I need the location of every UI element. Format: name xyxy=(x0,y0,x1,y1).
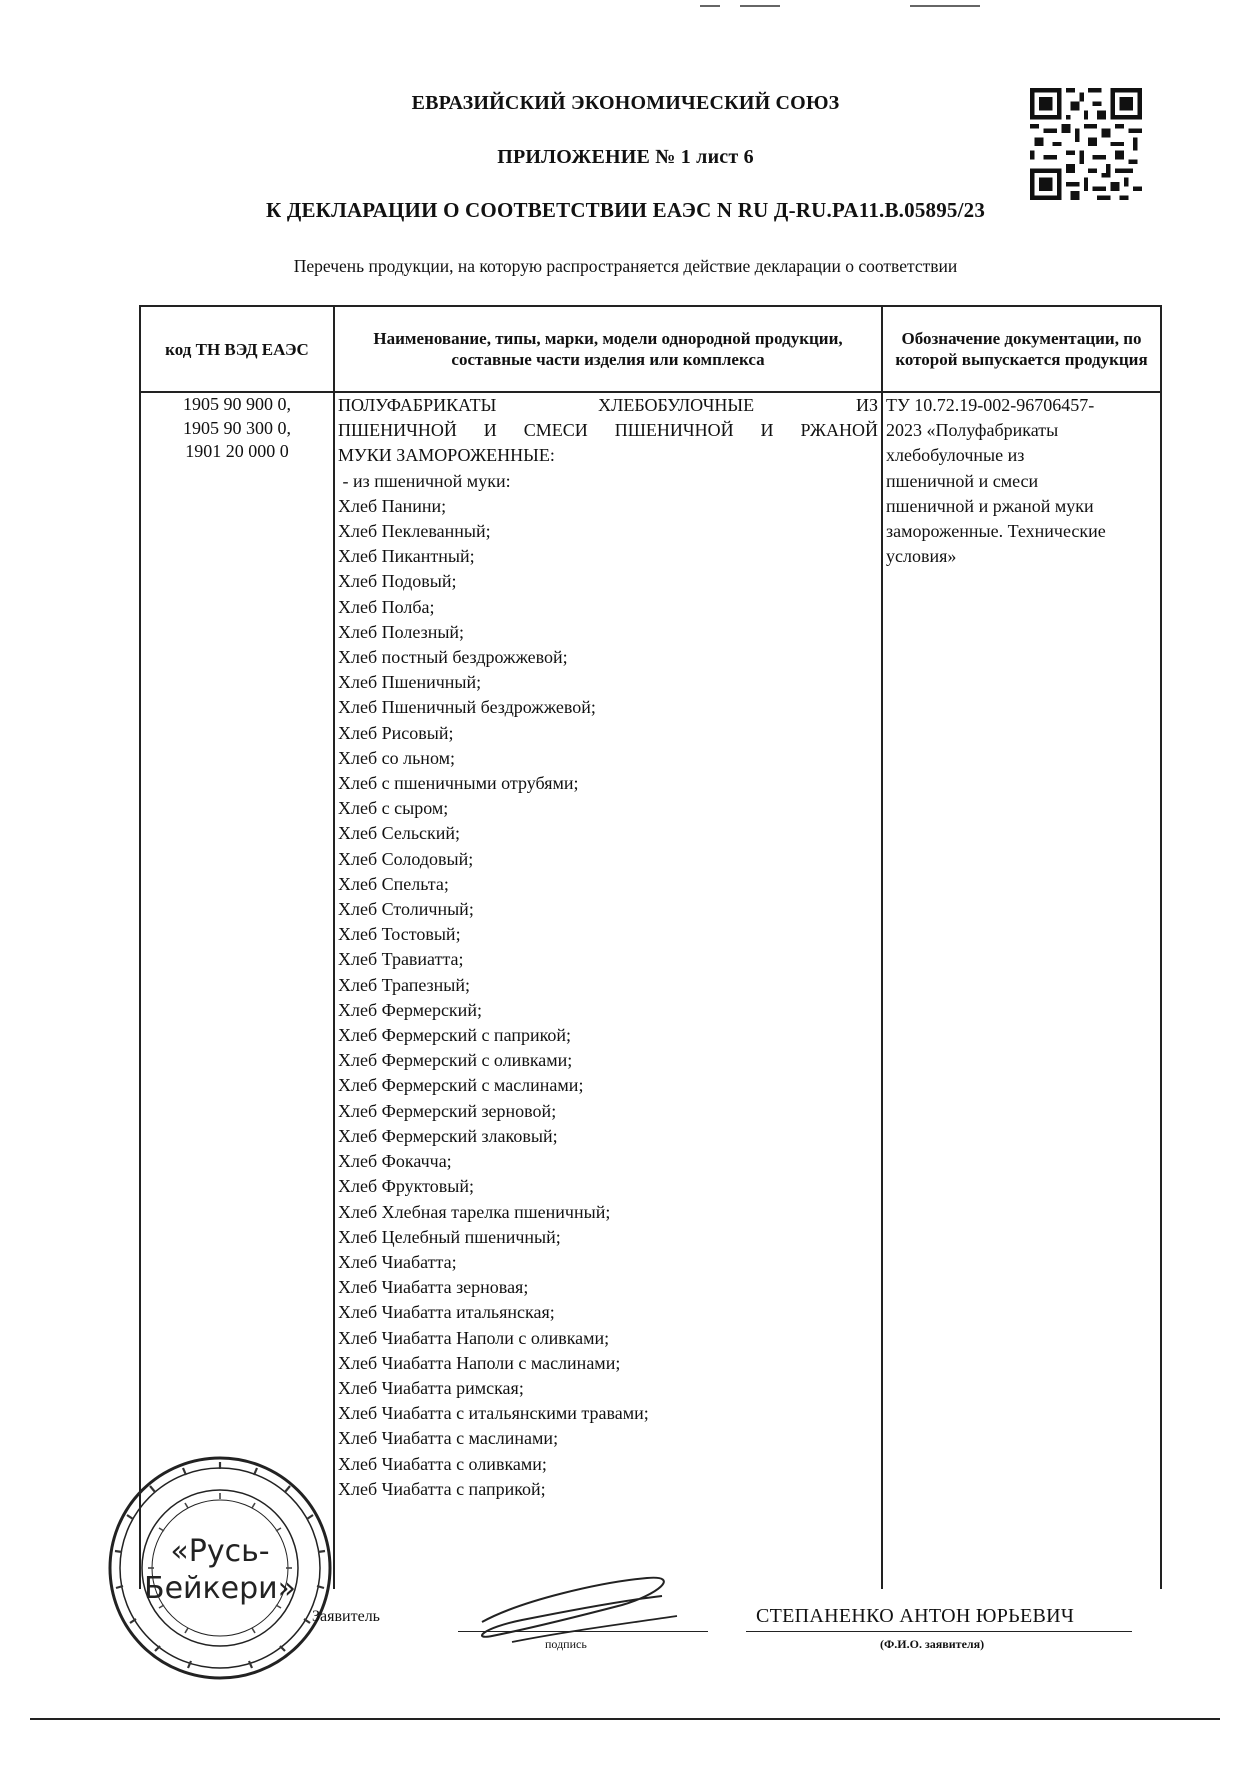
column-header-name: Наименование, типы, марки, модели однородной продукции, составные части изделия или комплекса xyxy=(334,306,882,392)
product-item: Хлеб Пикантный; xyxy=(338,546,475,567)
applicant-name: СТЕПАНЕНКО АНТОН ЮРЬЕВИЧ xyxy=(756,1605,1075,1627)
product-item: Хлеб Фермерский зерновой; xyxy=(338,1100,557,1121)
products-table xyxy=(139,305,1162,1589)
product-item: Хлеб Столичный; xyxy=(338,899,474,920)
table-header-row xyxy=(140,306,1161,392)
qr-code-icon xyxy=(1030,88,1142,200)
product-item: Хлеб Травиатта; xyxy=(338,949,464,970)
product-item: Хлеб со льном; xyxy=(338,747,455,768)
documentation-line: замороженные. Технические xyxy=(886,521,1106,542)
product-item: Хлеб Пшеничный; xyxy=(338,672,482,693)
bottom-rule xyxy=(30,1718,1220,1720)
documentation-cell xyxy=(882,392,1161,1589)
product-item: Хлеб постный бездрожжевой; xyxy=(338,647,568,668)
code-line: 1901 20 000 0 xyxy=(185,441,289,461)
product-item: Хлеб Фермерский с маслинами; xyxy=(338,1075,584,1096)
union-title: ЕВРАЗИЙСКИЙ ЭКОНОМИЧЕСКИЙ СОЮЗ xyxy=(411,92,840,114)
signature-line xyxy=(458,1631,708,1632)
product-item: Хлеб Чиабатта с маслинами; xyxy=(338,1428,559,1449)
code-line: 1905 90 300 0, xyxy=(183,417,291,438)
product-item: Хлеб Целебный пшеничный; xyxy=(338,1226,561,1247)
product-item: Хлеб Спельта; xyxy=(338,873,449,894)
products-cell xyxy=(334,392,882,1589)
documentation-line: хлебобулочные из xyxy=(886,445,1025,466)
product-heading-line: ПОЛУФАБРИКАТЫ ХЛЕБОБУЛОЧНЫЕ ИЗ xyxy=(338,395,878,415)
documentation-line: пшеничной и ржаной муки xyxy=(886,495,1094,516)
appendix-title: ПРИЛОЖЕНИЕ № 1 лист 6 xyxy=(497,146,754,168)
scan-marks xyxy=(700,4,980,8)
column-header-documentation: Обозначение документации, по которой выпускается продукция xyxy=(882,306,1161,392)
product-item: Хлеб Полезный; xyxy=(338,621,465,642)
product-item: Хлеб Фермерский злаковый; xyxy=(338,1125,558,1146)
product-item: Хлеб Полба; xyxy=(338,596,435,617)
product-item: Хлеб Пшеничный бездрожжевой; xyxy=(338,697,596,718)
product-item: Хлеб Чиабатта итальянская; xyxy=(338,1302,555,1323)
documentation-line: ТУ 10.72.19-002-96706457- xyxy=(886,395,1095,415)
seal-center-line2: Бейкери» xyxy=(143,1571,297,1606)
product-item: Хлеб Чиабатта с паприкой; xyxy=(338,1478,546,1499)
product-item: Хлеб с пшеничными отрубями; xyxy=(338,773,579,794)
product-item: Хлеб Чиабатта римская; xyxy=(338,1377,524,1398)
product-item: Хлеб Чиабатта с итальянскими травами; xyxy=(338,1403,649,1424)
documentation-line: пшеничной и смеси xyxy=(886,470,1039,491)
product-item: Хлеб Подовый; xyxy=(338,571,457,592)
product-item: Хлеб Хлебная тарелка пшеничный; xyxy=(338,1201,611,1222)
product-heading-line: ПШЕНИЧНОЙ И СМЕСИ ПШЕНИЧНОЙ И РЖАНОЙ xyxy=(338,420,878,441)
table-row xyxy=(140,392,1161,1589)
signature-caption: подпись xyxy=(545,1637,587,1651)
product-item: Хлеб Сельский; xyxy=(338,823,461,844)
product-item: Хлеб Панини; xyxy=(338,495,447,516)
name-caption: (Ф.И.О. заявителя) xyxy=(880,1637,985,1651)
product-item: Хлеб Фермерский с оливками; xyxy=(338,1050,573,1071)
product-item: Хлеб Фокачча; xyxy=(338,1151,452,1172)
intro-text: Перечень продукции, на которую распространяется действие декларации о соответствии xyxy=(293,256,958,276)
product-subheading: - из пшеничной муки: xyxy=(338,470,511,491)
codes-cell xyxy=(140,392,334,1589)
product-item: Хлеб с сыром; xyxy=(338,798,449,819)
product-item: Хлеб Фермерский; xyxy=(338,999,482,1020)
product-item: Хлеб Чиабатта; xyxy=(338,1251,457,1272)
product-list xyxy=(338,494,878,1502)
product-item: Хлеб Солодовый; xyxy=(338,848,474,869)
product-item: Хлеб Чиабатта Наполи с маслинами; xyxy=(338,1352,621,1373)
product-item: Хлеб Пеклеванный; xyxy=(338,521,491,542)
documentation-line: условия» xyxy=(886,546,957,567)
declaration-title: К ДЕКЛАРАЦИИ О СООТВЕТСТВИИ ЕАЭС N RU Д-RU.PA11.В.05895/23 xyxy=(265,198,986,222)
company-seal xyxy=(105,1453,335,1683)
product-item: Хлеб Фруктовый; xyxy=(338,1176,474,1197)
product-item: Хлеб Чиабатта зерновая; xyxy=(338,1277,529,1298)
applicant-label: Заявитель xyxy=(312,1608,380,1625)
code-line: 1905 90 900 0, xyxy=(183,394,291,414)
column-header-code: код ТН ВЭД ЕАЭС xyxy=(140,306,334,392)
product-item: Хлеб Чиабатта Наполи с оливками; xyxy=(338,1327,610,1348)
product-item: Хлеб Рисовый; xyxy=(338,722,454,743)
product-item: Хлеб Фермерский с паприкой; xyxy=(338,1025,572,1046)
product-heading-line: МУКИ ЗАМОРОЖЕННЫЕ: xyxy=(338,445,555,466)
product-item: Хлеб Чиабатта с оливками; xyxy=(338,1453,547,1474)
documentation-line: 2023 «Полуфабрикаты xyxy=(886,420,1059,441)
product-item: Хлеб Трапезный; xyxy=(338,974,471,995)
seal-center-line1: «Русь- xyxy=(170,1534,270,1569)
name-line xyxy=(746,1631,1132,1632)
product-item: Хлеб Тостовый; xyxy=(338,924,461,945)
